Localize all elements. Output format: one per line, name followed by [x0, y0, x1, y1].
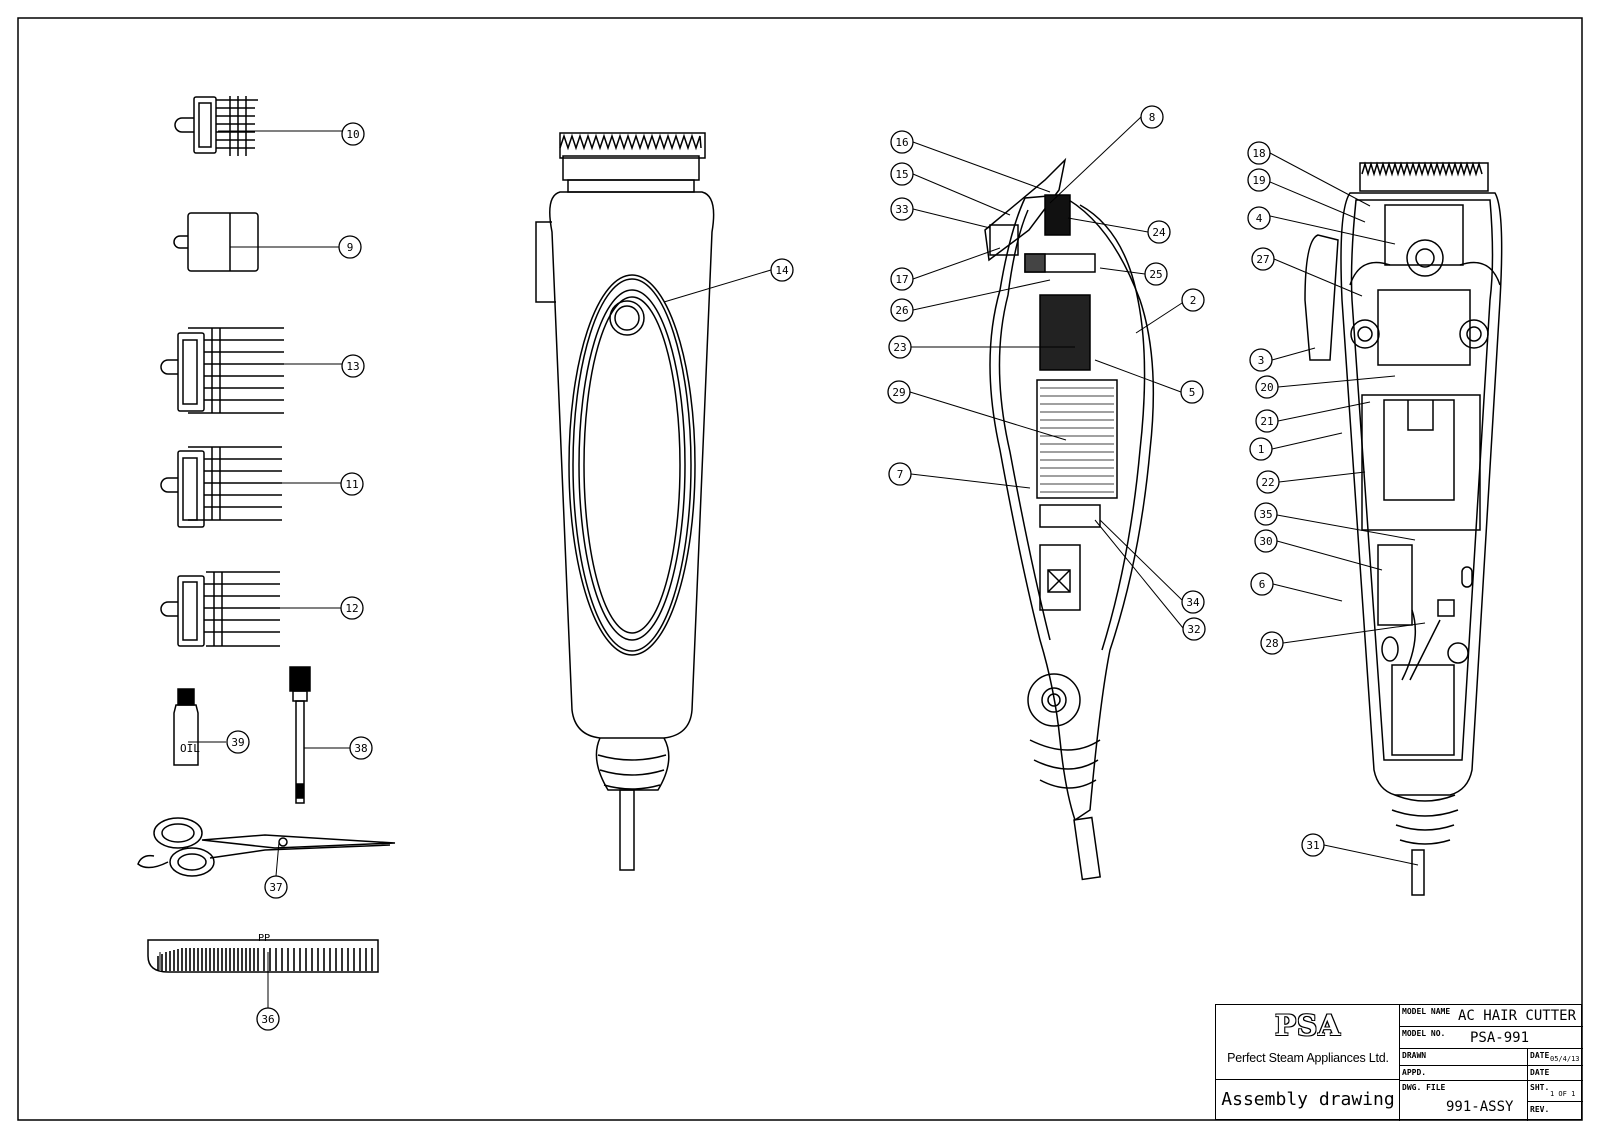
- svg-text:12: 12: [345, 602, 359, 615]
- svg-text:24: 24: [1152, 226, 1166, 239]
- title-block: [1215, 1004, 1582, 1120]
- svg-text:6: 6: [1258, 578, 1266, 591]
- callout-21: [1256, 410, 1278, 432]
- date-value: 05/4/13: [1550, 1055, 1580, 1063]
- callout-8: [1141, 106, 1163, 128]
- model-name-label: MODEL NAME: [1402, 1007, 1451, 1016]
- rev-label: REV.: [1530, 1105, 1550, 1114]
- svg-text:28: 28: [1265, 637, 1279, 650]
- callout-25: [1145, 263, 1167, 285]
- appd-row: [1400, 1066, 1583, 1081]
- callout-3: [1250, 349, 1272, 371]
- svg-text:9: 9: [346, 241, 354, 254]
- callout-9: [339, 236, 361, 258]
- sheet-rev-divider: [1527, 1101, 1583, 1102]
- sheet-value: 1 OF 1: [1550, 1090, 1576, 1098]
- callout-20: [1256, 376, 1278, 398]
- svg-text:21: 21: [1260, 415, 1274, 428]
- callout-34: [1182, 591, 1204, 613]
- drawing-title: Assembly drawing: [1221, 1089, 1395, 1110]
- callout-15: [891, 163, 913, 185]
- callout-36: [257, 1008, 279, 1030]
- comb-label: PP: [258, 933, 271, 944]
- svg-text:27: 27: [1256, 253, 1270, 266]
- callout-5: [1181, 381, 1203, 403]
- company-name: Perfect Steam Appliances Ltd.: [1227, 1051, 1389, 1065]
- callout-35: [1255, 503, 1277, 525]
- svg-text:13: 13: [346, 360, 360, 373]
- svg-text:1: 1: [1257, 443, 1265, 456]
- drawn-label: DRAWN: [1402, 1051, 1427, 1060]
- callout-2: [1182, 289, 1204, 311]
- callout-39: [227, 731, 249, 753]
- callout-27: [1252, 248, 1274, 270]
- callout-29: [888, 381, 910, 403]
- callout-33: [891, 198, 913, 220]
- svg-text:16: 16: [895, 136, 909, 149]
- callout-38: [350, 737, 372, 759]
- svg-text:22: 22: [1261, 476, 1275, 489]
- svg-text:15: 15: [895, 168, 909, 181]
- svg-text:4: 4: [1255, 212, 1263, 225]
- callout-37: [265, 876, 287, 898]
- svg-text:39: 39: [231, 736, 245, 749]
- svg-text:11: 11: [345, 478, 359, 491]
- svg-text:25: 25: [1149, 268, 1163, 281]
- model-no-row: [1400, 1027, 1583, 1049]
- svg-text:20: 20: [1260, 381, 1274, 394]
- dwg-file-value: 991-ASSY: [1446, 1099, 1514, 1115]
- svg-text:8: 8: [1148, 111, 1156, 124]
- model-name-value: AC HAIR CUTTER: [1458, 1008, 1577, 1024]
- callout-18: [1248, 142, 1270, 164]
- callout-11: [341, 473, 363, 495]
- svg-text:10: 10: [346, 128, 360, 141]
- svg-text:38: 38: [354, 742, 368, 755]
- callout-6: [1251, 573, 1273, 595]
- clipper-front-view: [536, 133, 714, 870]
- svg-text:5: 5: [1188, 386, 1196, 399]
- clipper-section-view: [985, 160, 1153, 879]
- sheet-border: [18, 18, 1582, 1120]
- callout-24: [1148, 221, 1170, 243]
- svg-text:34: 34: [1186, 596, 1200, 609]
- svg-text:17: 17: [895, 273, 909, 286]
- model-no-label: MODEL NO.: [1402, 1029, 1446, 1038]
- callout-4: [1248, 207, 1270, 229]
- svg-text:18: 18: [1252, 147, 1266, 160]
- svg-text:2: 2: [1189, 294, 1197, 307]
- svg-text:33: 33: [895, 203, 909, 216]
- callout-7: [889, 463, 911, 485]
- company-logo: PSA: [1275, 1009, 1341, 1042]
- drawn-divider: [1527, 1049, 1528, 1065]
- model-no-value: PSA-991: [1470, 1030, 1530, 1046]
- guide-comb-11: [161, 447, 282, 527]
- dwg-file-row: [1400, 1081, 1583, 1121]
- callout-28: [1261, 632, 1283, 654]
- callout-32: [1183, 618, 1205, 640]
- blade-cover-9: [174, 213, 258, 271]
- date-label: DATE: [1530, 1051, 1550, 1060]
- appd-date-label: DATE: [1530, 1068, 1550, 1077]
- svg-text:29: 29: [892, 386, 906, 399]
- model-name-row: [1400, 1005, 1583, 1027]
- guide-comb-10: [175, 96, 258, 156]
- svg-text:19: 19: [1252, 174, 1266, 187]
- accessories: [138, 96, 395, 972]
- svg-text:14: 14: [775, 264, 789, 277]
- callout-16: [891, 131, 913, 153]
- callout-26: [891, 299, 913, 321]
- leader-lines: [188, 117, 1425, 1008]
- sheet-label: SHT.: [1530, 1083, 1550, 1092]
- callout-1: [1250, 438, 1272, 460]
- scissors-37: [138, 818, 395, 876]
- callout-30: [1255, 530, 1277, 552]
- svg-text:31: 31: [1306, 839, 1320, 852]
- svg-text:23: 23: [893, 341, 907, 354]
- callout-10: [342, 123, 364, 145]
- callout-14: [771, 259, 793, 281]
- appd-label: APPD.: [1402, 1068, 1427, 1077]
- callout-31: [1302, 834, 1324, 856]
- svg-text:3: 3: [1257, 354, 1265, 367]
- title-block-company-area: [1216, 1005, 1400, 1121]
- callout-12: [341, 597, 363, 619]
- clipper-open-view: [1305, 163, 1502, 895]
- svg-text:OIL: OIL: [180, 742, 200, 755]
- svg-text:30: 30: [1259, 535, 1273, 548]
- svg-text:35: 35: [1259, 508, 1273, 521]
- oil-bottle-39: [174, 689, 200, 765]
- guide-comb-12: [161, 572, 280, 646]
- cleaning-brush-38: [290, 667, 310, 803]
- drawn-row: [1400, 1049, 1583, 1066]
- callout-22: [1257, 471, 1279, 493]
- svg-text:32: 32: [1187, 623, 1201, 636]
- comb-teeth: [158, 948, 372, 971]
- dwg-file-label: DWG. FILE: [1402, 1083, 1446, 1092]
- appd-divider: [1527, 1066, 1528, 1080]
- callout-17: [891, 268, 913, 290]
- svg-text:7: 7: [896, 468, 904, 481]
- callout-23: [889, 336, 911, 358]
- guide-comb-13: [161, 328, 284, 413]
- svg-text:36: 36: [261, 1013, 275, 1026]
- callout-13: [342, 355, 364, 377]
- svg-text:37: 37: [269, 881, 283, 894]
- svg-text:26: 26: [895, 304, 909, 317]
- callout-19: [1248, 169, 1270, 191]
- title-divider: [1216, 1079, 1400, 1080]
